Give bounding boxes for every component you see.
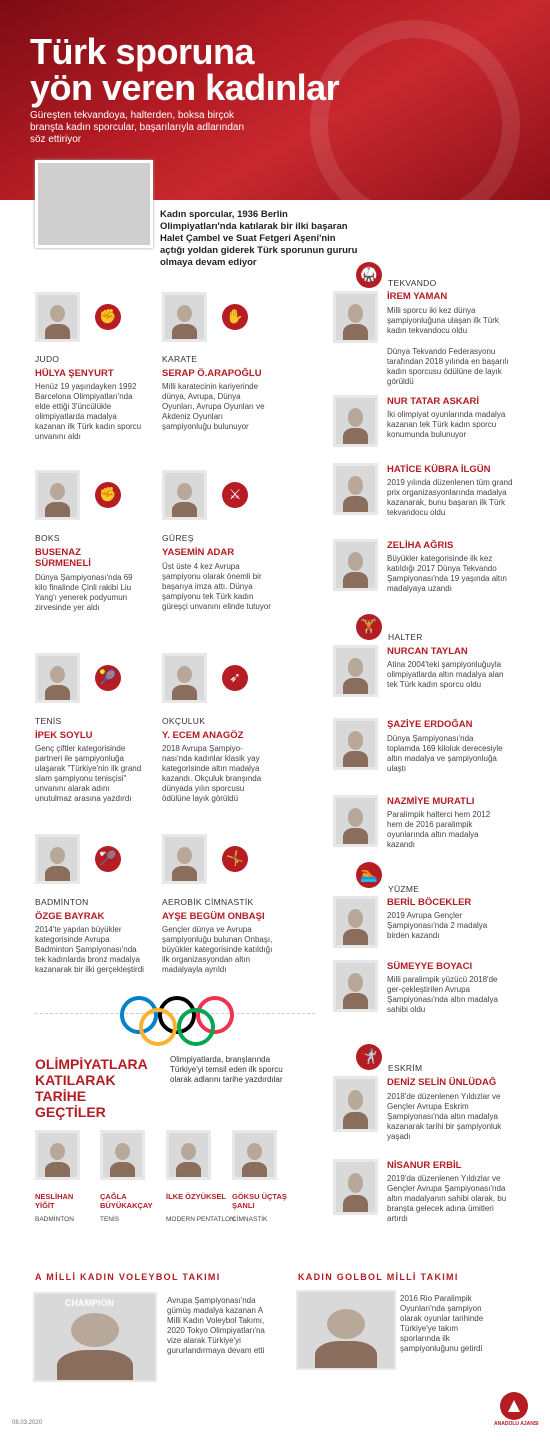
olympic-section-title: OLİMPİYATLARA KATILARAK TARİHE GEÇTİLER: [35, 1056, 148, 1120]
athlete-description-2: Dünya Tekvando Federasyonu tarafından 2018 yılında en başarılı kadın sporcusu ödülüne de layık görüldü: [387, 347, 509, 386]
athlete-description: Büyükler kategorisinde ilk kez katıldığı 2017 Dünya Tekvando Şampiyonası'nda 19 yaşında altın madalyaya uzandı: [387, 554, 507, 593]
judo-icon: ✊: [95, 304, 121, 330]
athlete-description: 2019'da düzenlenen Yıldızlar ve Gençler Avrupa Şampiyonası'nda altın madalyanın sahibi olarak, bu branşta gelecek adına ümitleri artırdı: [387, 1174, 507, 1223]
athlete-name: SERAP Ö.ARAPOĞLU: [162, 368, 262, 379]
athlete-photo: [333, 395, 378, 447]
athlete-sport: MODERN PENTATLON: [166, 1216, 235, 1223]
athlete-description: Üst üste 4 kez Avrupa şampiyonu olarak önemli bir başarıya imza attı. Dünya şampiyonu tek Türk kadın güreşçi unvanını elinde tutuyor: [162, 562, 271, 611]
athlete-name: İPEK SOYLU: [35, 730, 93, 741]
tennis-icon: 🎾: [95, 665, 121, 691]
athlete-photo: [35, 1130, 80, 1180]
gymnastics-icon: 🤸: [222, 846, 248, 872]
photo-banner: CHAMPION: [65, 1298, 114, 1308]
agency-name: ANADOLU AJANSI: [494, 1421, 539, 1427]
athlete-description: Genç çiftler kategorisinde partneri ile şampiyonluğa ulaşarak "Türkiye'nin ilk grand slam şampiyonu tenisçisi" unvanını alarak adını unutulmaz arasına yazdırdı: [35, 744, 142, 803]
athlete-photo: [333, 718, 378, 770]
athlete-photo: [35, 834, 80, 884]
athlete-description: 2014'te yapılan büyükler kategorisinde Avrupa Badminton Şampiyonası'nda tek kadınlarda bronz madalya kazanarak bir ilki gerçekleştirdi: [35, 925, 144, 974]
athlete-name: NUR TATAR ASKARİ: [387, 396, 479, 407]
category-label: BADMİNTON: [35, 897, 89, 907]
fencing-icon: 🤺: [356, 1044, 382, 1070]
category-label: TEKVANDO: [388, 278, 437, 288]
athlete-name: ZELİHA AĞRIS: [387, 540, 454, 551]
category-label: GÜREŞ: [162, 533, 194, 543]
athlete-photo: [232, 1130, 277, 1180]
athlete-photo: [162, 470, 207, 520]
athlete-description: Henüz 19 yaşındayken 1992 Barcelona Olimpiyatları'nda elde ettiği 3'üncülükle olimpiyatlarda madalya kazanan ilk Türk kadın sporcu unvanını aldı: [35, 382, 142, 441]
athlete-name: HATİCE KÜBRA İLGÜN: [387, 464, 491, 475]
athlete-description: Paralimpik halterci hem 2012 hem de 2016 paralimpik oyunlarında altın madalya kazandı: [387, 810, 491, 849]
weightlifting-icon: 🏋: [356, 614, 382, 640]
athlete-description: Milli paralimpik yüzücü 2018'de ger-çekleştirilen Avrupa Şampiyonası'nda altın madalya sahibi oldu: [387, 975, 498, 1014]
athlete-sport: BADMİNTON: [35, 1216, 74, 1223]
karate-icon: ✋: [222, 304, 248, 330]
page-subtitle: Güreşten tekvandoya, halterden, boksa birçok branşta kadın sporcular, başarılarıyla adlarından söz ettiriyor: [30, 110, 245, 145]
athlete-name: BUSENAZ SÜRMENELİ: [35, 547, 91, 569]
category-label: ESKRİM: [388, 1063, 423, 1073]
athlete-name: İREM YAMAN: [387, 291, 448, 302]
flag-crescent: [310, 20, 520, 230]
volleyball-team-photo: [33, 1292, 157, 1382]
olympic-rings-icon: [120, 996, 235, 1041]
category-label: HALTER: [388, 632, 423, 642]
athlete-description: Milli sporcu iki kez dünya şampiyonluğuna ulaşan ilk Türk kadın tekvandocu oldu: [387, 306, 499, 335]
category-label: BOKS: [35, 533, 60, 543]
athlete-name: İLKE ÖZYÜKSEL: [166, 1192, 227, 1201]
athlete-photo: [333, 645, 378, 697]
category-label: JUDO: [35, 354, 60, 364]
historic-photo: [35, 160, 153, 248]
athlete-photo: [35, 653, 80, 703]
anadolu-logo-icon: [500, 1392, 528, 1420]
athlete-name: GÖKSU ÜÇTAŞ ŞANLI: [232, 1192, 287, 1210]
athlete-name: SÜMEYYE BOYACI: [387, 961, 473, 972]
athlete-name: NİSANUR ERBİL: [387, 1160, 462, 1171]
athlete-name: ÇAĞLA BÜYÜKAKÇAY: [100, 1192, 153, 1210]
athlete-description: 2019 Avrupa Gençler Şampiyonası'nda 2 madalya birden kazandı: [387, 911, 488, 940]
publish-date: 08.03.2020: [12, 1420, 43, 1426]
athlete-sport: CİMNASTİK: [232, 1216, 268, 1223]
athlete-photo: [333, 1159, 378, 1215]
athlete-name: ŞAZİYE ERDOĞAN: [387, 719, 473, 730]
athlete-name: DENİZ SELİN ÜNLÜDAĞ: [387, 1077, 497, 1088]
goalball-team-title: KADIN GOLBOL MİLLİ TAKIMI: [298, 1272, 459, 1282]
athlete-photo: [333, 960, 378, 1012]
archery-icon: ➶: [222, 665, 248, 691]
athlete-photo: [333, 896, 378, 948]
athlete-description: Milli karatecinin kariyerinde dünya, Avrupa, Dünya Oyunları, Avrupa Oyunları ve Akdeniz Oyunları şampiyonluğu bulunuyor: [162, 382, 265, 431]
athlete-description: Dünya Şampiyonası'nda toplamda 169 kiloluk derecesiyle altın madalya ve şampiyonluğa ulaştı: [387, 734, 503, 773]
athlete-name: BERİL BÖCEKLER: [387, 897, 472, 908]
taekwondo-icon: 🥋: [356, 262, 382, 288]
athlete-name: ÖZGE BAYRAK: [35, 911, 105, 922]
olympic-section-text: Olimpiyatlarda, branşlarında Türkiye'yi temsil eden ilk sporcu olarak adlarını tarihe yazdırdılar: [170, 1055, 283, 1084]
athlete-description: Gençler dünya ve Avrupa şampiyonluğu bulunan Onbaşı, büyükler kategorisinde katıldığı ilk organizasyondan altın madalyayla ayrıldı: [162, 925, 273, 974]
athlete-photo: [333, 463, 378, 515]
swimming-icon: 🏊: [356, 862, 382, 888]
volleyball-team-title: A MİLLİ KADIN VOLEYBOL TAKIMI: [35, 1272, 221, 1282]
athlete-photo: [162, 834, 207, 884]
athlete-name: NURCAN TAYLAN: [387, 646, 468, 657]
athlete-photo: [333, 795, 378, 847]
athlete-name: YASEMİN ADAR: [162, 547, 235, 558]
athlete-photo: [162, 292, 207, 342]
page-title: Türk sporuna yön veren kadınlar: [30, 31, 340, 108]
category-label: YÜZME: [388, 884, 420, 894]
athlete-description: Atina 2004'teki şampiyonluğuyla olimpiyatlarda altın madalya alan tek Türk kadın sporcu oldu: [387, 660, 504, 689]
athlete-description: 2019 yılında düzenlenen tüm grand prix organizasyonlarında madalya kazanarak, bunu başaran ilk Türk tekvandocu oldu: [387, 478, 513, 517]
intro-text: Kadın sporcular, 1936 Berlin Olimpiyatları'nda katılarak bir ilki başaran Halet Çambel ve Suat Fetgeri Aşeni'nin açtığı yoldan giderek Türk sporunun gururu olmaya devam ediyor: [160, 209, 358, 268]
athlete-sport: TENİS: [100, 1216, 120, 1223]
athlete-name: NESLİHAN YİĞİT: [35, 1192, 74, 1210]
goalball-team-photo: [296, 1290, 396, 1370]
goalball-team-text: 2016 Rio Paralimpik Oyunları'nda şampiyon olarak oyunlar tarihinde Türkiye'ye takım sporlarında ilk şampiyonluğunu getirdi: [400, 1294, 484, 1353]
wrestling-icon: ⚔: [222, 482, 248, 508]
athlete-photo: [100, 1130, 145, 1180]
badminton-icon: 🏸: [95, 846, 121, 872]
athlete-description: 2018'de düzenlenen Yıldızlar ve Gençler Avrupa Eskrim Şampiyonası'nda altın madalya kazanarak tarihi bir şampiyonluk yaşadı: [387, 1092, 502, 1141]
athlete-description: İki olimpiyat oyunlarında madalya kazanan tek Türk kadın sporcu konumunda bulunuyor: [387, 410, 506, 439]
athlete-photo: [35, 292, 80, 342]
athlete-name: NAZMİYE MURATLI: [387, 796, 475, 807]
athlete-photo: [162, 653, 207, 703]
athlete-photo: [35, 470, 80, 520]
athlete-description: 2018 Avrupa Şampiyo-nası'nda kadınlar klasik yay kategorisinde altın madalya kazandı. Okçuluk branşında dünyada yılın sporcusu ödülüne layık görüldü: [162, 744, 262, 803]
boxing-icon: ✊: [95, 482, 121, 508]
athlete-photo: [333, 539, 378, 591]
category-label: OKÇULUK: [162, 716, 206, 726]
athlete-name: AYŞE BEGÜM ONBAŞI: [162, 911, 265, 922]
athlete-photo: [333, 291, 378, 343]
athlete-photo: [166, 1130, 211, 1180]
category-label: TENİS: [35, 716, 62, 726]
volleyball-team-text: Avrupa Şampiyonası'nda gümüş madalya kazanan A Milli Kadın Voleybol Takımı, 2020 Tokyo Olimpiyatları'na vize alarak Türkiye'yi gururlandırmaya devam etti: [167, 1296, 265, 1355]
athlete-description: Dünya Şampiyonası'nda 69 kilo finalinde Çinli rakibi Liu Yang'ı yenerek podyumun zirvesinde yer aldı: [35, 573, 133, 612]
athlete-photo: [333, 1076, 378, 1132]
category-label: AEROBİK CİMNASTİK: [162, 897, 254, 907]
category-label: KARATE: [162, 354, 198, 364]
athlete-name: HÜLYA ŞENYURT: [35, 368, 114, 379]
athlete-name: Y. ECEM ANAGÖZ: [162, 730, 244, 741]
